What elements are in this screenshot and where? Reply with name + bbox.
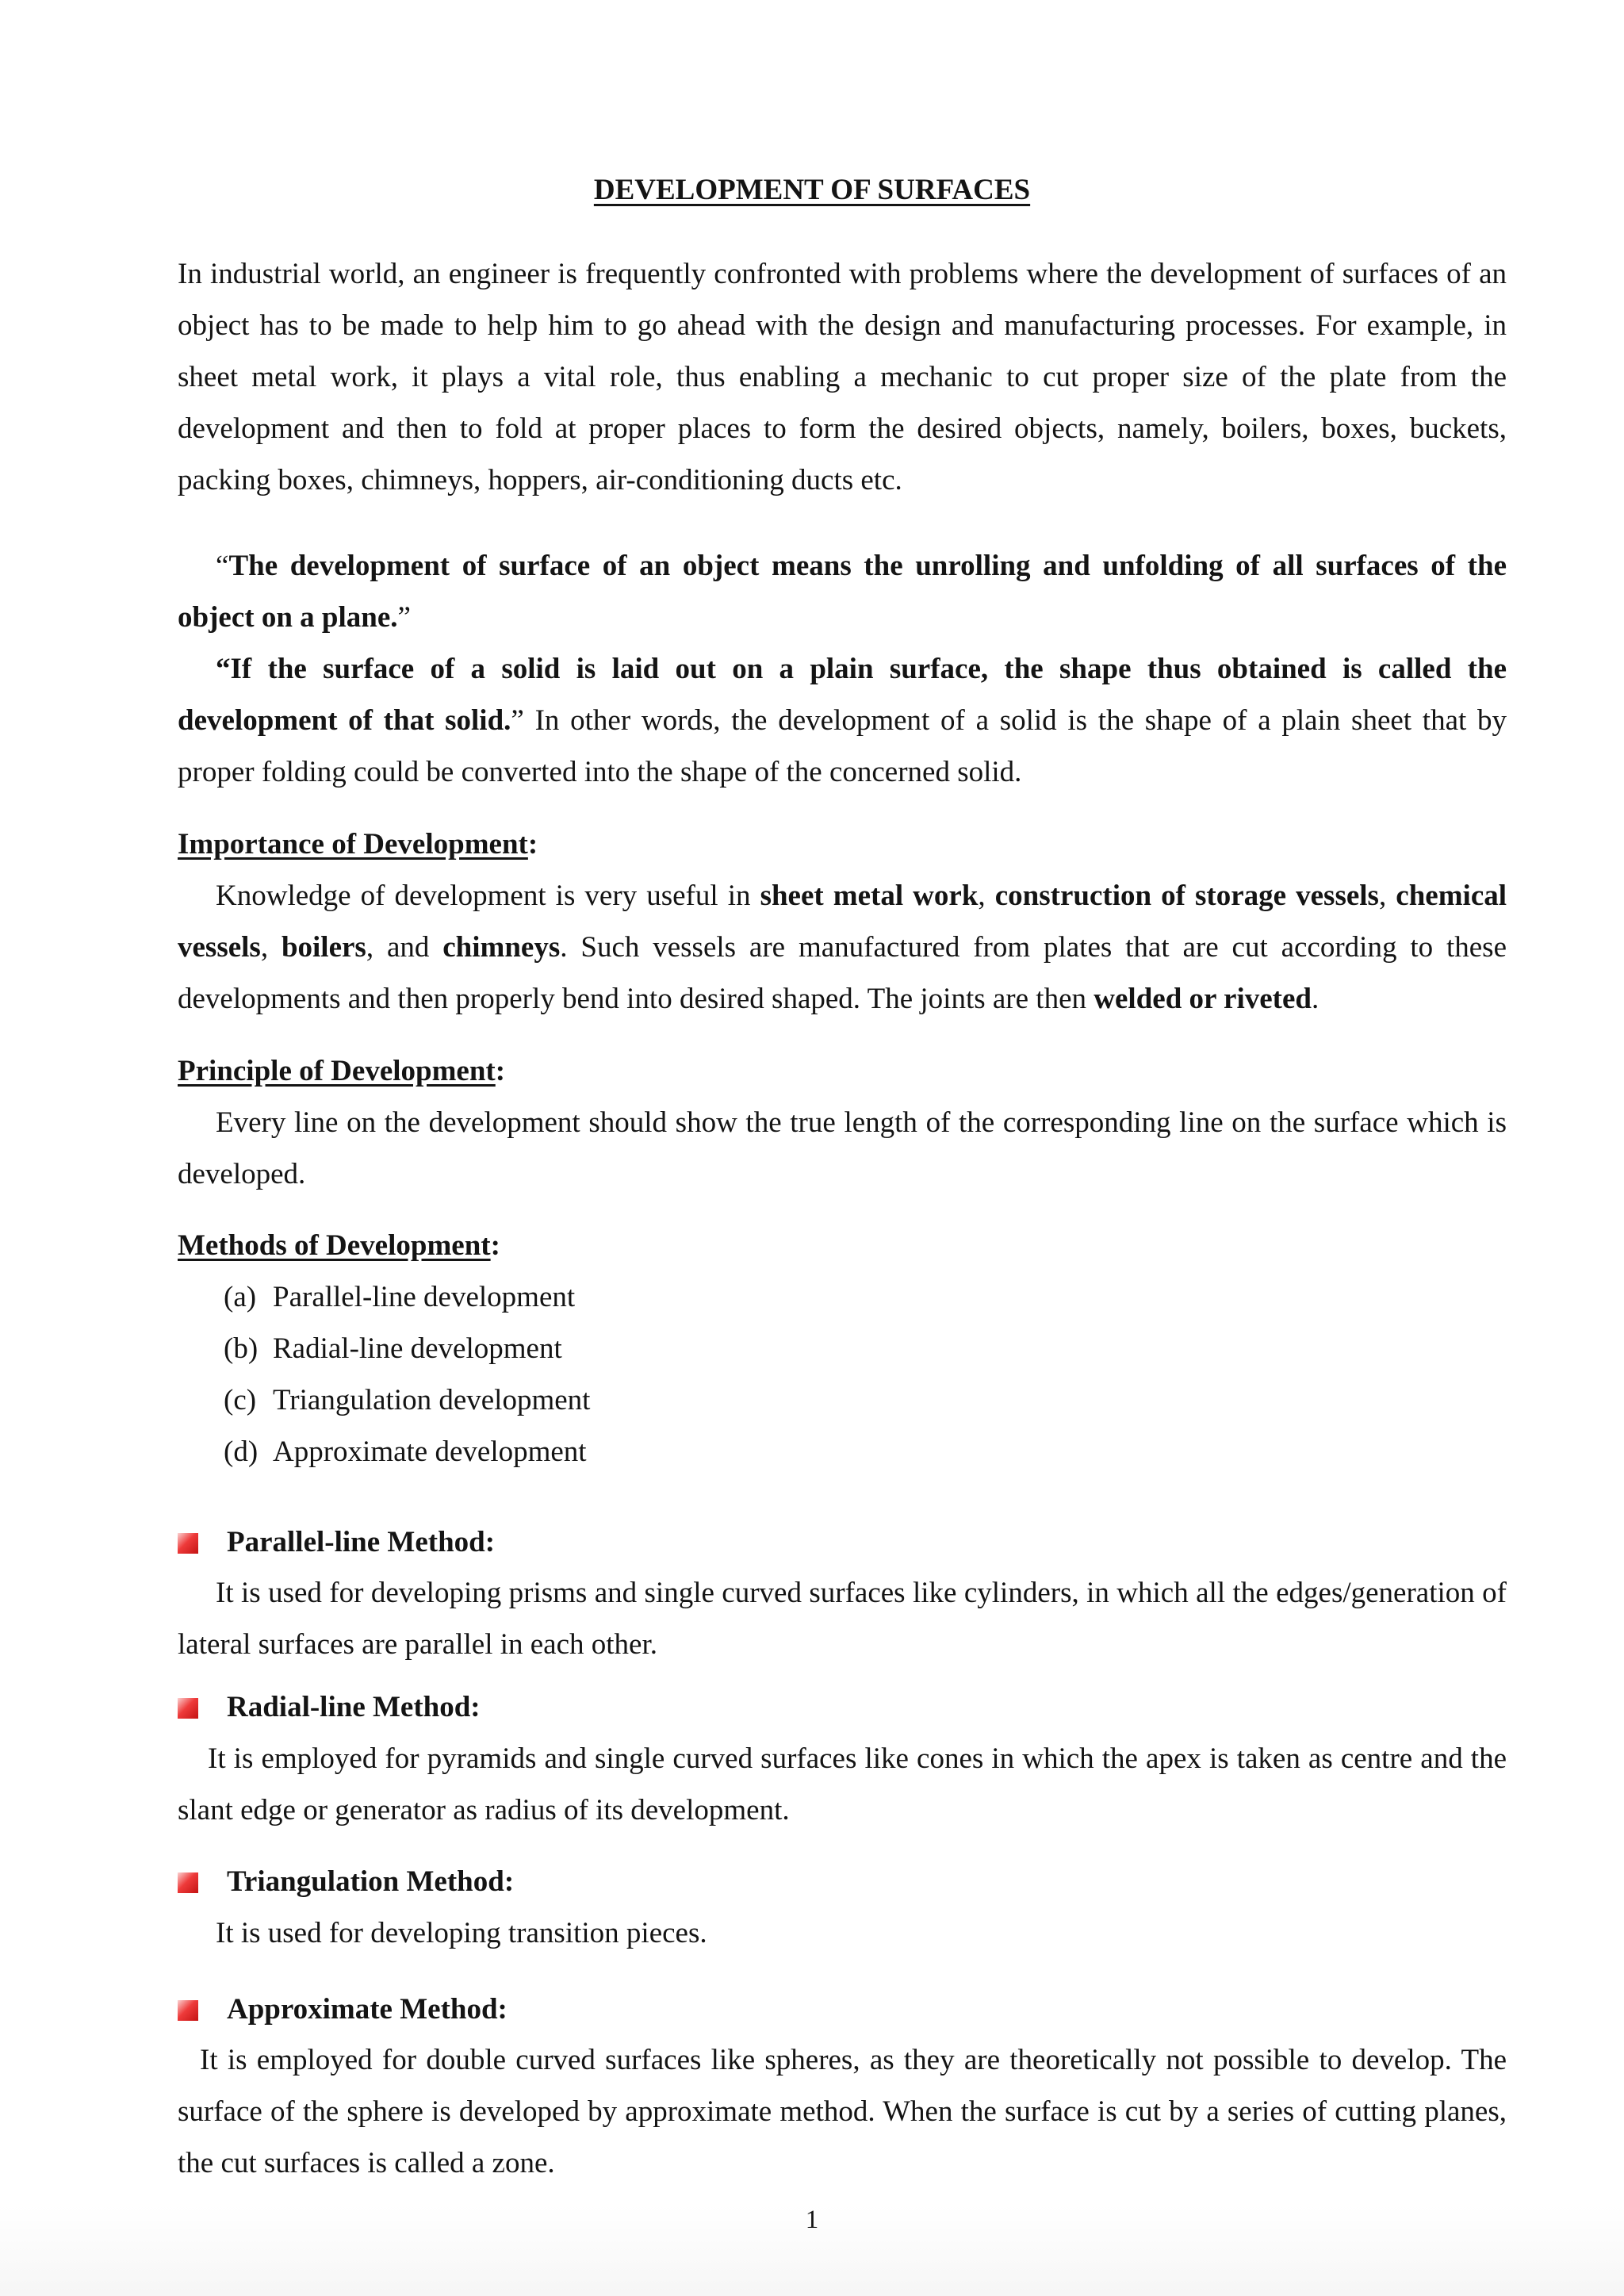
definition-1 [178, 540, 1507, 643]
close-quote: ” [511, 704, 524, 737]
parallel-method-heading-text: Parallel-line Method: [227, 1526, 496, 1558]
heading-colon: : [527, 828, 538, 861]
square-bullet-icon [178, 2000, 198, 2021]
bold-run: chimneys [442, 931, 561, 964]
importance-paragraph [178, 870, 1507, 1025]
definition-2 [178, 643, 1507, 798]
parallel-method-text: It is used for developing prisms and single curved surfaces like cylinders, in which all the edges/generation of lateral surfaces are parallel in each other. [178, 1577, 1507, 1661]
text-run: . Such vessels are manufactured from plates that are cut according to these developments and then properly bend into desired shaped. The joints are then [178, 931, 1507, 1015]
text-run: . [1311, 983, 1320, 1015]
text-run: , and [366, 931, 443, 964]
heading-colon: : [495, 1055, 506, 1087]
bold-run: boilers [281, 931, 366, 964]
approximate-method-heading-text: Approximate Method: [227, 1993, 508, 2026]
text-run: Knowledge of development is very useful in [216, 880, 760, 912]
list-label: Approximate development [273, 1435, 587, 1468]
principle-paragraph: Every line on the development should show the true length of the corresponding line on the surface which is developed. [178, 1106, 1507, 1190]
list-item [224, 1271, 590, 1323]
importance-heading [178, 826, 538, 862]
definition-1-bold: The development of surface of an object means the unrolling and unfolding of all surfaces of the object on a plane. [178, 550, 1507, 634]
list-marker: (d) [224, 1435, 259, 1468]
text-run: , [1378, 880, 1396, 912]
definition-2-rest: In other words, the development of a solid is the shape of a plain sheet that by proper folding could be converted into the shape of the concerned solid. [178, 704, 1507, 788]
triangulation-method-text: It is used for developing transition pieces. [216, 1917, 707, 1949]
list-item [224, 1426, 590, 1478]
triangulation-method-heading [178, 1864, 514, 1899]
bold-run: sheet metal work [760, 880, 979, 912]
methods-heading-text: Methods of Development [178, 1229, 491, 1262]
square-bullet-icon [178, 1533, 198, 1554]
principle-heading-text: Principle of Development [178, 1055, 496, 1087]
radial-method-heading-text: Radial-line Method: [227, 1691, 481, 1723]
square-bullet-icon [178, 1872, 198, 1893]
definition-2-bold: “If the surface of a solid is laid out on a plain surface, the shape thus obtained is called the development of that solid. [178, 653, 1507, 737]
list-item [224, 1323, 590, 1374]
open-quote: “ [216, 550, 229, 582]
intro-paragraph: In industrial world, an engineer is frequently confronted with problems where the development of surfaces of an object has to be made to help him to go ahead with the design and manufacturing processes. For example, in sheet metal work, it plays a vital role, thus enabling a mechanic to cut proper size of the plate from the development and then to fold at proper places to form the desired objects, namely, boilers, boxes, buckets, packing boxes, chimneys, hoppers, air-conditioning ducts etc. [178, 258, 1507, 496]
parallel-method-heading [178, 1524, 495, 1560]
radial-method-text: It is employed for pyramids and single curved surfaces like cones in which the apex is taken as centre and the slant edge or generator as radius of its development. [178, 1742, 1507, 1826]
list-label: Radial-line development [273, 1332, 562, 1365]
text-run: , [260, 931, 282, 964]
bold-run: construction of storage vessels [994, 880, 1379, 912]
page-title: DEVELOPMENT OF SURFACES [593, 174, 1031, 206]
principle-heading [178, 1053, 505, 1089]
text-run: , [978, 880, 995, 912]
list-marker: (b) [224, 1332, 259, 1365]
triangulation-method-heading-text: Triangulation Method: [227, 1865, 515, 1898]
importance-heading-text: Importance of Development [178, 828, 528, 861]
heading-colon: : [490, 1229, 500, 1262]
bold-run: welded or riveted [1094, 983, 1312, 1015]
bold-run: chemical vessels [178, 880, 1507, 964]
methods-list [224, 1271, 590, 1478]
square-bullet-icon [178, 1698, 198, 1719]
page-number: 1 [805, 2206, 819, 2234]
close-quote: ” [397, 601, 411, 634]
radial-method-heading [178, 1689, 481, 1725]
approximate-method-heading [178, 1991, 508, 2027]
list-item [224, 1374, 590, 1426]
list-label: Parallel-line development [273, 1281, 576, 1313]
list-marker: (a) [224, 1281, 257, 1313]
list-label: Triangulation development [273, 1384, 591, 1416]
methods-heading [178, 1228, 500, 1263]
approximate-method-text: It is employed for double curved surfaces like spheres, as they are theoretically not possible to develop. The surface of the sphere is developed by approximate method. When the surface is cut by a series of cutting planes, the cut surfaces is called a zone. [178, 2044, 1507, 2179]
list-marker: (c) [224, 1384, 257, 1416]
